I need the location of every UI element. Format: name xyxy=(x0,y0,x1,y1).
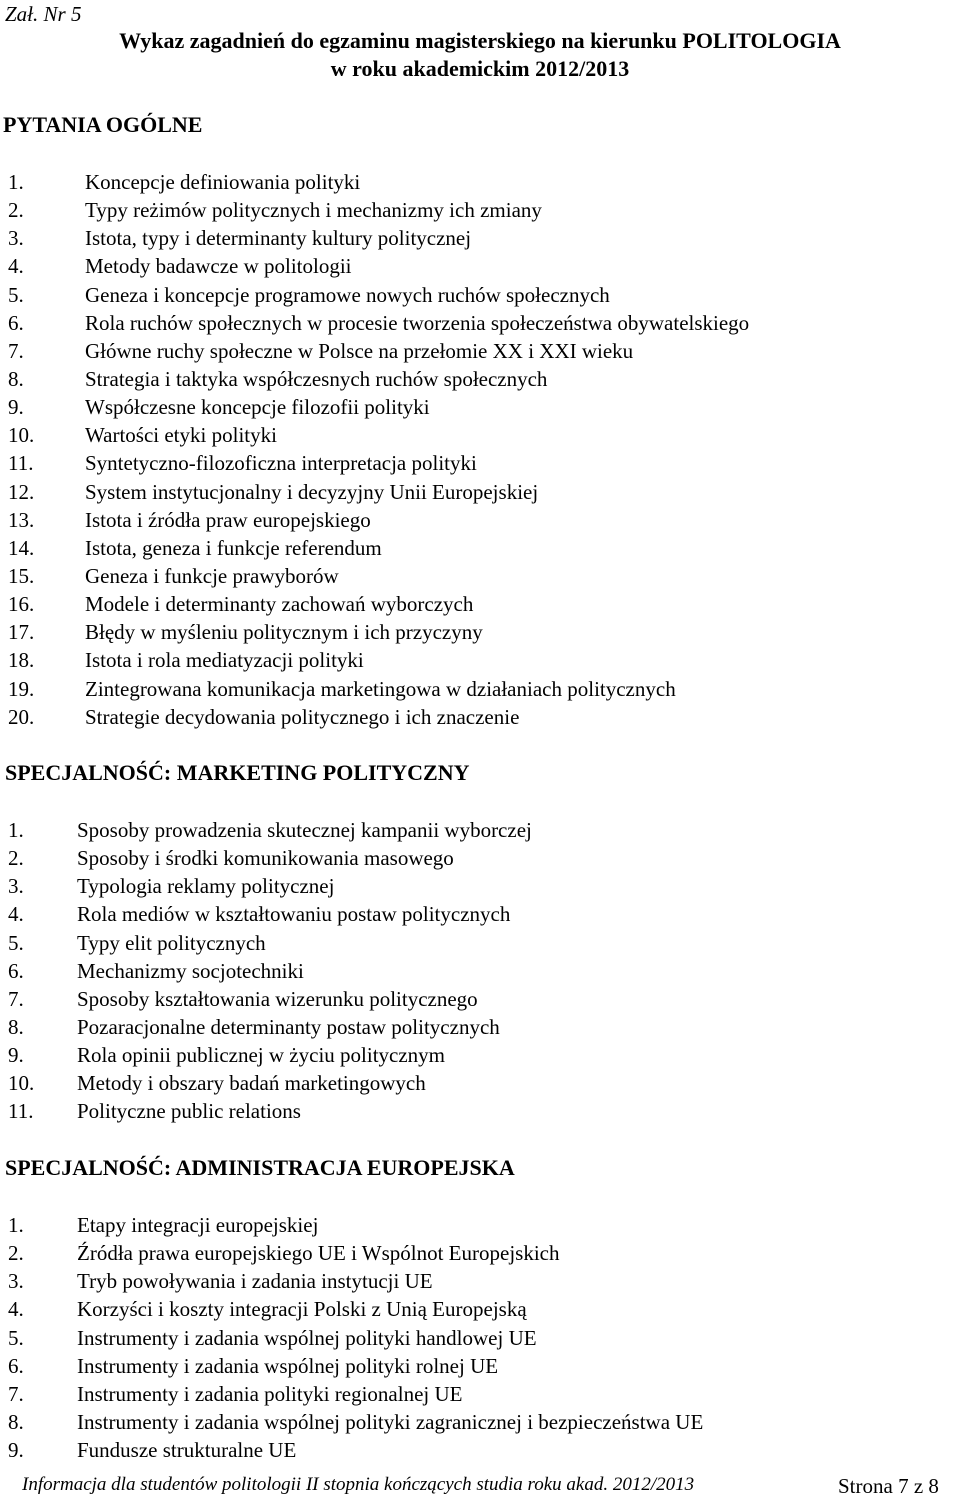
item-number: 7. xyxy=(8,1381,24,1406)
item-number: 9. xyxy=(8,1043,24,1068)
item-text: Istota i źródła praw europejskiego xyxy=(85,507,371,532)
item-text: Instrumenty i zadania wspólnej polityki zagranicznej i bezpieczeństwa UE xyxy=(77,1409,704,1434)
item-number: 3. xyxy=(8,1269,24,1294)
item-text: Syntetyczno-filozoficzna interpretacja polityki xyxy=(85,451,477,476)
item-number: 8. xyxy=(8,366,24,391)
item-number: 2. xyxy=(8,846,24,871)
item-number: 3. xyxy=(8,226,24,251)
item-text: Tryb powoływania i zadania instytucji UE xyxy=(77,1269,433,1294)
item-number: 11. xyxy=(8,1099,34,1124)
item-text: Sposoby i środki komunikowania masowego xyxy=(77,846,454,871)
item-text: Główne ruchy społeczne w Polsce na przełomie XX i XXI wieku xyxy=(85,338,634,363)
item-text: Korzyści i koszty integracji Polski z Unią Europejską xyxy=(77,1297,527,1322)
section-heading-admin: SPECJALNOŚĆ: ADMINISTRACJA EUROPEJSKA xyxy=(5,1155,515,1180)
item-number: 7. xyxy=(8,338,24,363)
item-text: Typologia reklamy politycznej xyxy=(77,874,335,899)
item-number: 10. xyxy=(8,1071,35,1096)
item-text: Metody i obszary badań marketingowych xyxy=(77,1071,426,1096)
section-heading-marketing: SPECJALNOŚĆ: MARKETING POLITYCZNY xyxy=(5,760,470,785)
item-number: 13. xyxy=(8,507,35,532)
item-number: 19. xyxy=(8,676,35,701)
item-text: Wartości etyki polityki xyxy=(85,423,277,448)
item-text: Fundusze strukturalne UE xyxy=(77,1438,297,1463)
item-text: Rola mediów w kształtowaniu postaw politycznych xyxy=(77,902,511,927)
item-number: 9. xyxy=(8,1438,24,1463)
item-number: 2. xyxy=(8,1241,24,1266)
item-number: 8. xyxy=(8,1409,24,1434)
item-text: Mechanizmy socjotechniki xyxy=(77,958,304,983)
item-text: Zintegrowana komunikacja marketingowa w działaniach politycznych xyxy=(85,676,676,701)
item-number: 16. xyxy=(8,592,35,617)
item-number: 9. xyxy=(8,395,24,420)
item-number: 4. xyxy=(8,902,24,927)
item-number: 6. xyxy=(8,1353,24,1378)
item-number: 18. xyxy=(8,648,35,673)
item-number: 6. xyxy=(8,310,24,335)
item-text: Modele i determinanty zachowań wyborczych xyxy=(85,592,474,617)
item-text: Rola opinii publicznej w życiu politycznym xyxy=(77,1043,446,1068)
item-text: Instrumenty i zadania wspólnej polityki handlowej UE xyxy=(77,1325,537,1350)
item-number: 2. xyxy=(8,198,24,223)
item-text: Błędy w myśleniu politycznym i ich przyczyny xyxy=(85,620,483,645)
item-text: Rola ruchów społecznych w procesie tworzenia społeczeństwa obywatelskiego xyxy=(85,310,750,335)
item-number: 10. xyxy=(8,423,35,448)
item-number: 20. xyxy=(8,704,35,729)
item-text: Polityczne public relations xyxy=(77,1099,301,1124)
item-text: Geneza i funkcje prawyborów xyxy=(85,563,339,588)
item-number: 15. xyxy=(8,563,35,588)
item-number: 1. xyxy=(8,818,24,842)
item-text: Typy reżimów politycznych i mechanizmy ich zmiany xyxy=(85,198,542,223)
item-text: Instrumenty i zadania polityki regionalnej UE xyxy=(77,1381,463,1406)
item-text: Sposoby prowadzenia skutecznej kampanii wyborczej xyxy=(77,818,532,842)
page-number: Strona 7 z 8 xyxy=(838,1474,939,1498)
item-text: Istota i rola mediatyzacji polityki xyxy=(85,648,364,673)
item-number: 1. xyxy=(8,170,24,194)
footer-info: Informacja dla studentów politologii II stopnia kończących studia roku akad. 2012/2013 xyxy=(22,1474,695,1495)
section-heading-general: PYTANIA OGÓLNE xyxy=(3,112,203,137)
item-number: 7. xyxy=(8,986,24,1011)
item-number: 3. xyxy=(8,874,24,899)
item-number: 4. xyxy=(8,254,24,279)
item-number: 14. xyxy=(8,535,35,560)
item-text: Geneza i koncepcje programowe nowych ruchów społecznych xyxy=(85,282,610,307)
item-text: Źródła prawa europejskiego UE i Wspólnot Europejskich xyxy=(77,1241,560,1266)
item-text: Sposoby kształtowania wizerunku politycznego xyxy=(77,986,478,1011)
item-text: Pozaracjonalne determinanty postaw politycznych xyxy=(77,1014,500,1039)
item-number: 11. xyxy=(8,451,34,476)
document-subtitle: w roku akademickim 2012/2013 xyxy=(330,56,630,81)
item-text: Typy elit politycznych xyxy=(77,930,266,955)
item-text: Współczesne koncepcje filozofii polityki xyxy=(85,395,430,420)
item-text: Etapy integracji europejskiej xyxy=(77,1213,319,1237)
document-title: Wykaz zagadnień do egzaminu magisterskiego na kierunku POLITOLOGIA xyxy=(119,28,841,53)
item-number: 8. xyxy=(8,1014,24,1039)
item-text: Istota, geneza i funkcje referendum xyxy=(85,535,382,560)
item-number: 5. xyxy=(8,282,24,307)
item-text: Metody badawcze w politologii xyxy=(85,254,352,279)
item-number: 5. xyxy=(8,930,24,955)
item-text: System instytucjonalny i decyzyjny Unii Europejskiej xyxy=(85,479,539,504)
item-number: 1. xyxy=(8,1213,24,1237)
item-number: 17. xyxy=(8,620,35,645)
item-text: Istota, typy i determinanty kultury politycznej xyxy=(85,226,472,251)
item-number: 4. xyxy=(8,1297,24,1322)
item-number: 5. xyxy=(8,1325,24,1350)
item-number: 12. xyxy=(8,479,35,504)
item-text: Instrumenty i zadania wspólnej polityki rolnej UE xyxy=(77,1353,499,1378)
item-number: 6. xyxy=(8,958,24,983)
item-text: Koncepcje definiowania polityki xyxy=(85,170,361,194)
attachment-label: Zał. Nr 5 xyxy=(5,2,82,26)
item-text: Strategie decydowania politycznego i ich znaczenie xyxy=(85,704,520,729)
item-text: Strategia i taktyka współczesnych ruchów społecznych xyxy=(85,366,548,391)
